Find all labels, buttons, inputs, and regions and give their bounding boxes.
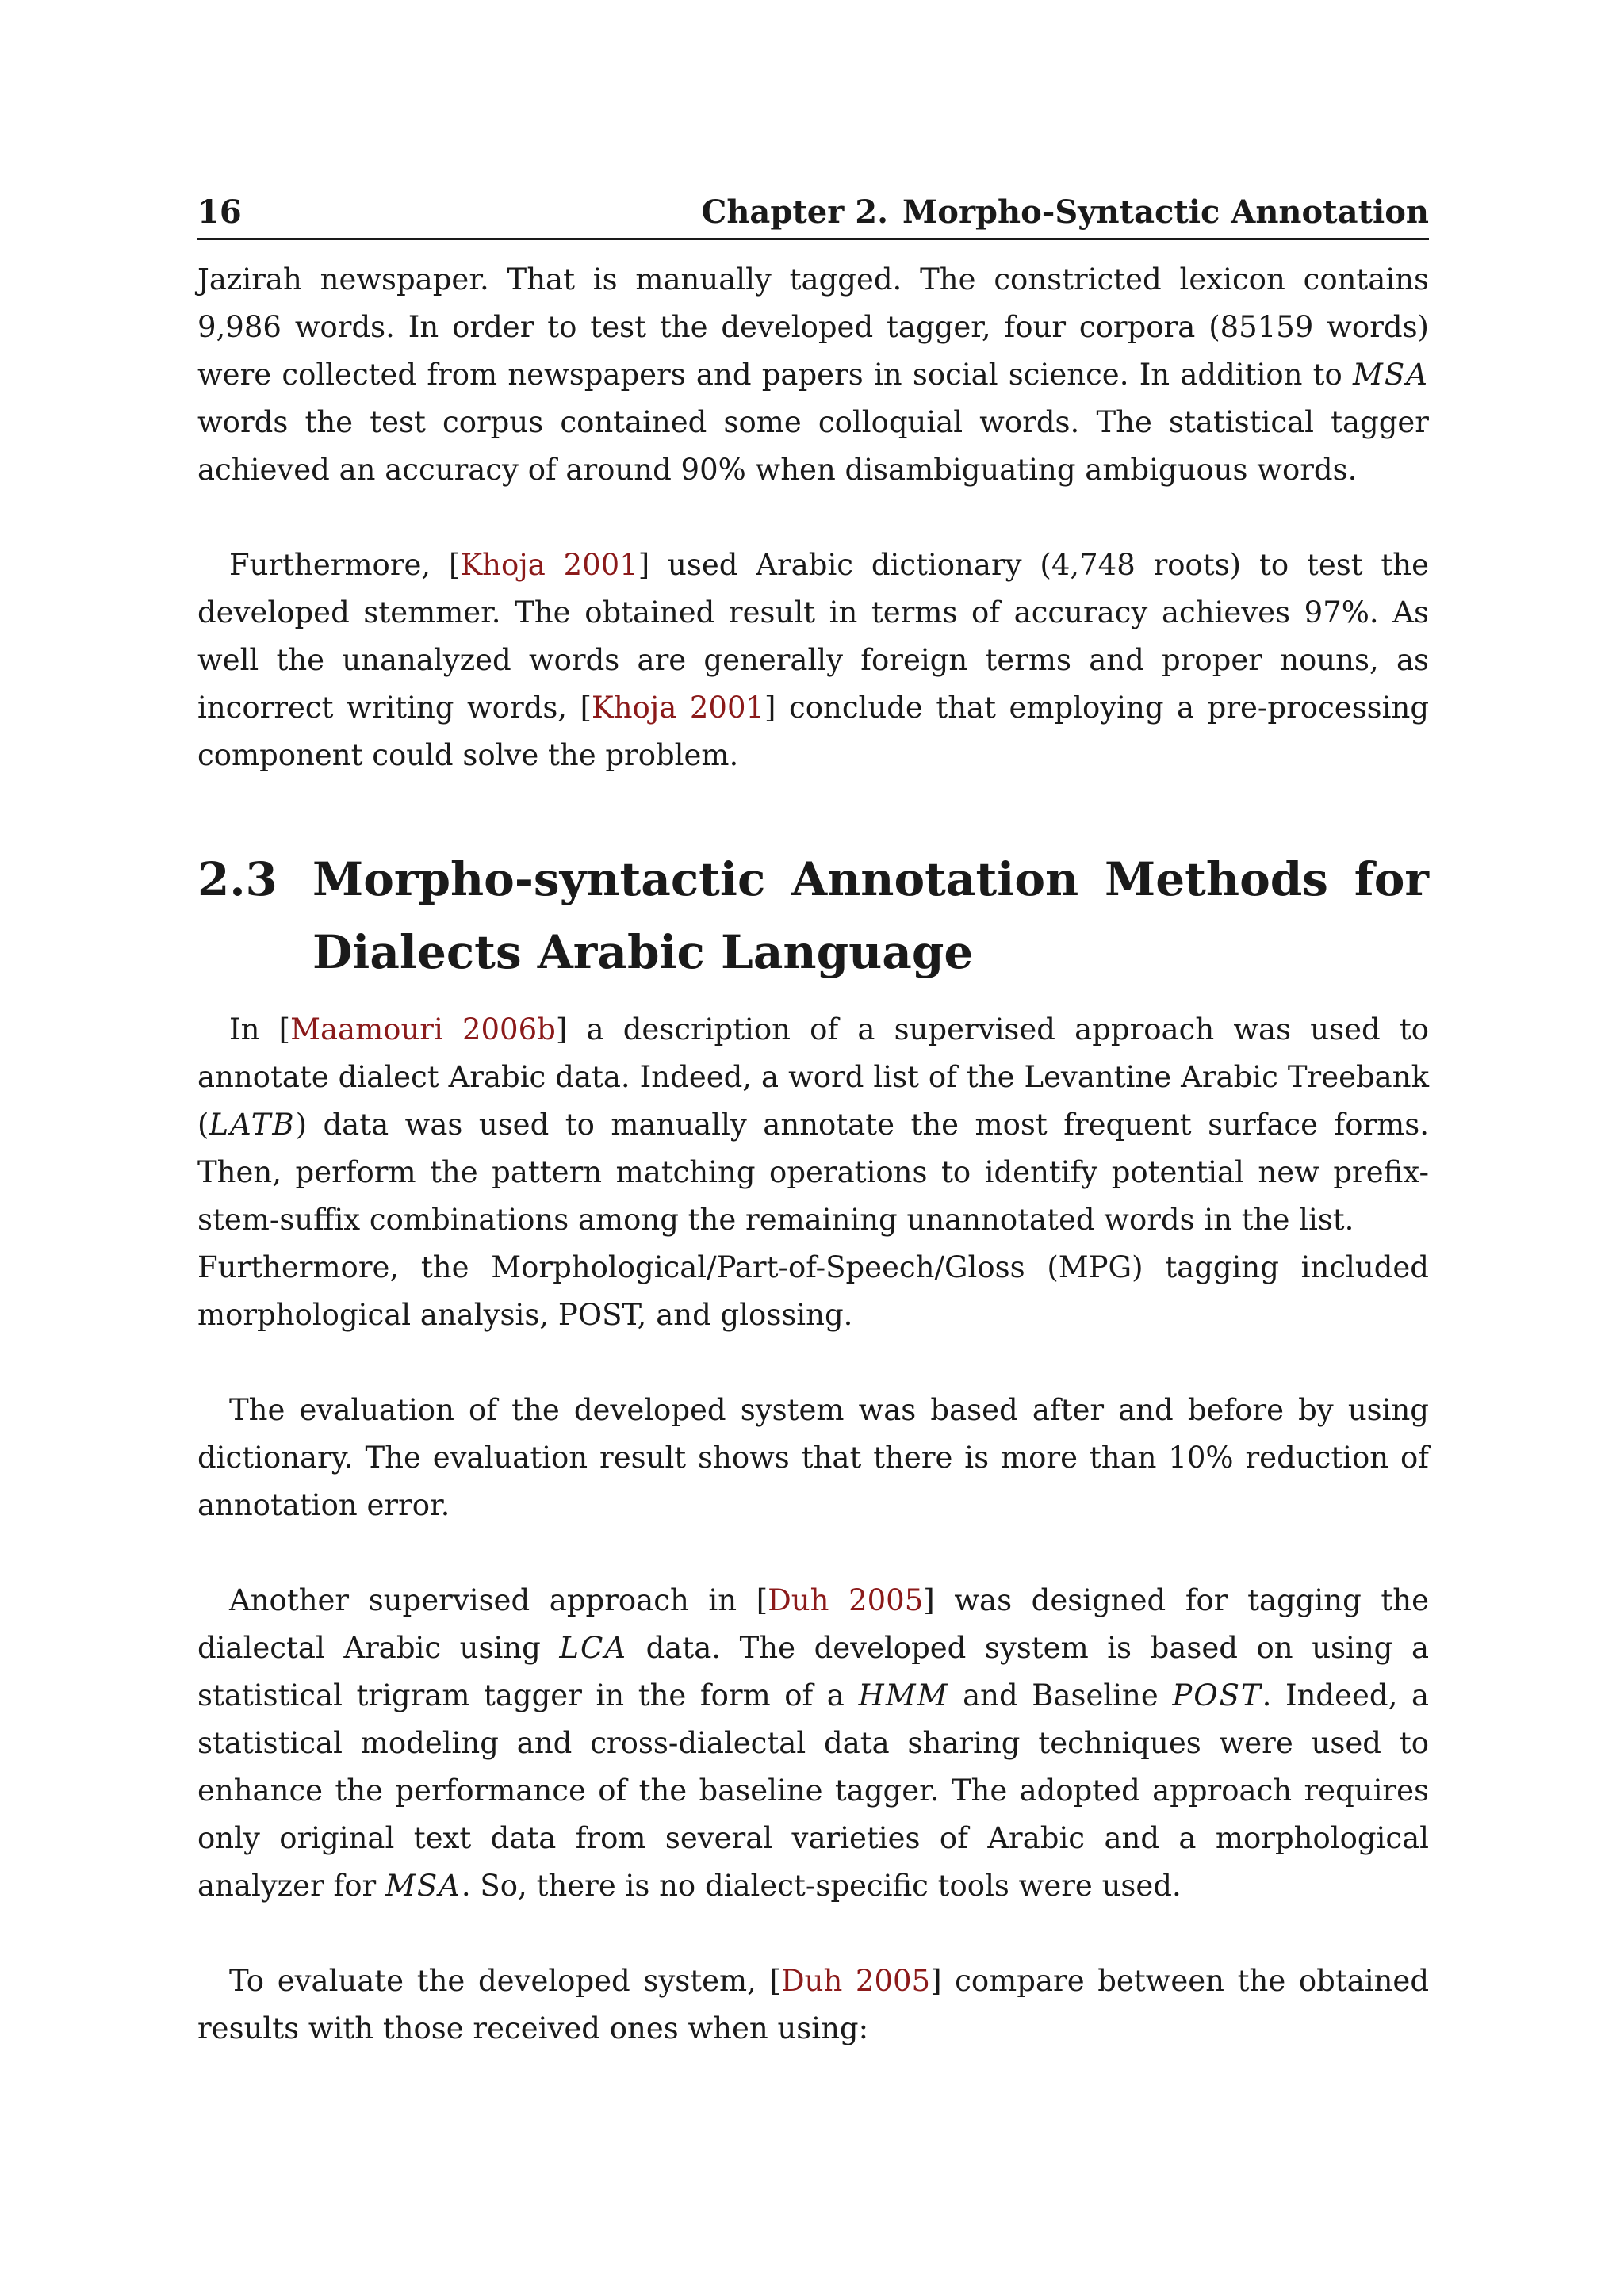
- citation-duh-2005-second[interactable]: Duh 2005: [780, 1964, 931, 1998]
- paragraph-1: Jazirah newspaper. That is manually tagged. The constricted lexicon contains 9,986 words. In order to test the developed tagger, four corpora (85159 words) were collected from newspapers and papers in social science. In addition to MSA words the test corpus contained some colloquial words. The statistical tagger achieved an accuracy of around 90% when disambiguating ambiguous words.: [197, 262, 1429, 487]
- paragraph-7: To evaluate the developed system, [Duh 2005] compare between the obtained results with those received ones when using:: [197, 1964, 1429, 2045]
- body-section-2: [197, 1006, 1429, 2053]
- citation-maamouri-2006b[interactable]: Maamouri 2006b: [290, 1012, 556, 1047]
- section-heading: [197, 843, 1429, 989]
- math-msa-2: MSA: [385, 1869, 462, 1903]
- paragraph-4: Furthermore, the Morphological/Part-of-Speech/Gloss (MPG) tagging included morphological analysis, POST, and glossing.: [197, 1250, 1429, 1332]
- paragraph-2: Furthermore, [Khoja 2001] used Arabic dictionary (4,748 roots) to test the developed stemmer. The obtained result in terms of accuracy achieves 97%. As well the unanalyzed words are generally foreign terms and proper nouns, as incorrect writing words, [Khoja 2001] conclude that employing a pre-processing component could solve the problem.: [197, 548, 1430, 772]
- math-post: POST: [1172, 1678, 1262, 1712]
- chapter-label: Chapter 2.: [701, 193, 889, 231]
- math-hmm: HMM: [858, 1678, 949, 1712]
- page: [197, 190, 1429, 2053]
- citation-khoja-2001[interactable]: Khoja 2001: [460, 548, 638, 582]
- chapter-heading: [702, 190, 1429, 235]
- running-header: [197, 190, 1429, 240]
- paragraph-5: The evaluation of the developed system was based after and before by using dictionary. The evaluation result shows that there is more than 10% reduction of annotation error.: [197, 1393, 1429, 1522]
- math-latb: LATB: [209, 1108, 296, 1142]
- page-number: 16: [197, 193, 242, 231]
- citation-khoja-2001-second[interactable]: Khoja 2001: [592, 691, 765, 725]
- section-number: 2.3: [197, 852, 278, 906]
- paragraph-3: In [Maamouri 2006b] a description of a supervised approach was used to annotate dialect Arabic data. Indeed, a word list of the Levantine Arabic Treebank (LATB) data was used to manually annotate the most frequent surface forms. Then, perform the pattern matching operations to identify potential new prefix-stem-suffix combinations among the remaining unannotated words in the list.: [197, 1012, 1429, 1237]
- chapter-title: Morpho-Syntactic Annotation: [902, 193, 1429, 231]
- body-section-1: [197, 256, 1429, 779]
- paragraph-6: Another supervised approach in [Duh 2005] was designed for tagging the dialectal Arabic using LCA data. The developed system is based on using a statistical trigram tagger in the form of a HMM and Baseline POST. Indeed, a statistical modeling and cross-dialectal data sharing techniques were used to enhance the performance of the baseline tagger. The adopted approach requires only original text data from several varieties of Arabic and a morphological analyzer for MSA. So, there is no dialect-specific tools were used.: [197, 1583, 1430, 1903]
- citation-duh-2005[interactable]: Duh 2005: [768, 1583, 924, 1617]
- section-title: Morpho-syntactic Annotation Methods for Dialects Arabic Language: [312, 852, 1429, 979]
- math-lca: LCA: [559, 1631, 628, 1665]
- math-msa: MSA: [1353, 358, 1429, 392]
